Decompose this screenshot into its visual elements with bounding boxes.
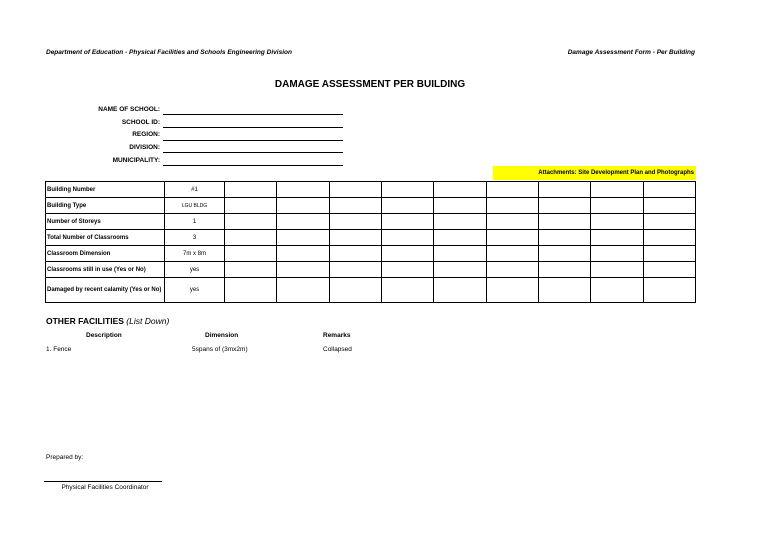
empty-cell[interactable] <box>434 182 486 198</box>
empty-cell[interactable] <box>591 214 643 230</box>
division-label: DIVISION: <box>129 144 160 151</box>
remarks-column-header: Remarks <box>323 332 351 339</box>
row-label: Building Type <box>46 198 165 214</box>
empty-cell[interactable] <box>329 262 381 278</box>
empty-cell[interactable] <box>225 262 277 278</box>
row-value[interactable]: LGU BLDG <box>165 198 225 214</box>
empty-cell[interactable] <box>277 262 329 278</box>
empty-cell[interactable] <box>225 278 277 303</box>
row-value[interactable]: yes <box>165 262 225 278</box>
table-row <box>46 278 696 303</box>
empty-cell[interactable] <box>381 262 433 278</box>
row-label: Building Number <box>46 182 165 198</box>
dimension-column-header: Dimension <box>205 332 239 339</box>
attachments-text: Attachments: Site Development Plan and Photographs <box>538 170 694 176</box>
empty-cell[interactable] <box>591 262 643 278</box>
empty-cell[interactable] <box>486 278 538 303</box>
empty-cell[interactable] <box>225 246 277 262</box>
table-row <box>46 198 696 214</box>
empty-cell[interactable] <box>434 214 486 230</box>
empty-cell[interactable] <box>277 182 329 198</box>
empty-cell[interactable] <box>538 278 590 303</box>
table-row <box>46 182 696 198</box>
empty-cell[interactable] <box>486 262 538 278</box>
empty-cell[interactable] <box>591 230 643 246</box>
header-right-text: Damage Assessment Form - Per Building <box>567 49 695 56</box>
empty-cell[interactable] <box>486 198 538 214</box>
empty-cell[interactable] <box>643 262 695 278</box>
row-label: Classroom Dimension <box>46 246 165 262</box>
empty-cell[interactable] <box>643 230 695 246</box>
row-label: Classrooms still in use (Yes or No) <box>46 262 165 278</box>
empty-cell[interactable] <box>434 198 486 214</box>
empty-cell[interactable] <box>591 278 643 303</box>
empty-cell[interactable] <box>381 182 433 198</box>
empty-cell[interactable] <box>434 262 486 278</box>
table-row <box>46 246 696 262</box>
row-value[interactable]: yes <box>165 278 225 303</box>
division-field[interactable] <box>163 152 343 153</box>
empty-cell[interactable] <box>591 246 643 262</box>
municipality-label: MUNICIPALITY: <box>112 157 160 164</box>
table-row <box>46 262 696 278</box>
school-name-label: NAME OF SCHOOL: <box>98 106 160 113</box>
empty-cell[interactable] <box>643 214 695 230</box>
empty-cell[interactable] <box>329 198 381 214</box>
school-name-field[interactable] <box>163 114 343 115</box>
empty-cell[interactable] <box>381 278 433 303</box>
description-column-header: Description <box>86 332 122 339</box>
empty-cell[interactable] <box>538 198 590 214</box>
page-title: DAMAGE ASSESSMENT PER BUILDING <box>274 79 466 90</box>
empty-cell[interactable] <box>591 182 643 198</box>
empty-cell[interactable] <box>381 246 433 262</box>
empty-cell[interactable] <box>329 246 381 262</box>
empty-cell[interactable] <box>277 198 329 214</box>
region-field[interactable] <box>163 140 343 141</box>
empty-cell[interactable] <box>381 198 433 214</box>
row-label: Total Number of Classrooms <box>46 230 165 246</box>
empty-cell[interactable] <box>329 230 381 246</box>
empty-cell[interactable] <box>643 278 695 303</box>
facility-dimension: 5spans of (3mx2m) <box>192 346 248 353</box>
attachments-note <box>493 166 696 180</box>
signature-line[interactable] <box>44 481 162 482</box>
row-label: Number of Storeys <box>46 214 165 230</box>
empty-cell[interactable] <box>643 182 695 198</box>
empty-cell[interactable] <box>225 230 277 246</box>
empty-cell[interactable] <box>277 230 329 246</box>
facility-remarks: Collapsed <box>323 346 352 353</box>
row-value[interactable]: 3 <box>165 230 225 246</box>
empty-cell[interactable] <box>277 246 329 262</box>
facility-description: 1. Fence <box>46 346 72 353</box>
empty-cell[interactable] <box>329 278 381 303</box>
empty-cell[interactable] <box>329 214 381 230</box>
table-row <box>46 230 696 246</box>
empty-cell[interactable] <box>381 214 433 230</box>
empty-cell[interactable] <box>538 262 590 278</box>
other-facilities-heading: OTHER FACILITIES <box>46 316 124 326</box>
empty-cell[interactable] <box>225 182 277 198</box>
school-id-label: SCHOOL ID: <box>121 119 160 126</box>
row-value[interactable]: #1 <box>165 182 225 198</box>
table-row <box>46 214 696 230</box>
row-value[interactable]: 1 <box>165 214 225 230</box>
empty-cell[interactable] <box>643 246 695 262</box>
row-label: Damaged by recent calamity (Yes or No) <box>46 278 165 303</box>
empty-cell[interactable] <box>329 182 381 198</box>
empty-cell[interactable] <box>225 198 277 214</box>
building-table <box>45 181 696 303</box>
municipality-field[interactable] <box>163 165 343 166</box>
empty-cell[interactable] <box>643 198 695 214</box>
empty-cell[interactable] <box>381 230 433 246</box>
empty-cell[interactable] <box>434 278 486 303</box>
empty-cell[interactable] <box>486 230 538 246</box>
empty-cell[interactable] <box>277 278 329 303</box>
empty-cell[interactable] <box>225 214 277 230</box>
school-id-field[interactable] <box>163 127 343 128</box>
empty-cell[interactable] <box>486 182 538 198</box>
empty-cell[interactable] <box>538 182 590 198</box>
header-left-text: Department of Education - Physical Facilities and Schools Engineering Division <box>46 49 292 56</box>
other-facilities-subtitle: (List Down) <box>126 316 170 326</box>
signatory-title: Physical Facilities Coordinator <box>61 484 149 491</box>
empty-cell[interactable] <box>486 214 538 230</box>
empty-cell[interactable] <box>277 214 329 230</box>
row-value[interactable]: 7m x 8m <box>165 246 225 262</box>
empty-cell[interactable] <box>591 198 643 214</box>
empty-cell[interactable] <box>538 246 590 262</box>
empty-cell[interactable] <box>538 230 590 246</box>
empty-cell[interactable] <box>486 246 538 262</box>
other-facilities-title <box>46 316 169 326</box>
empty-cell[interactable] <box>538 214 590 230</box>
empty-cell[interactable] <box>434 230 486 246</box>
region-label: REGION: <box>132 131 160 138</box>
empty-cell[interactable] <box>434 246 486 262</box>
prepared-by-label: Prepared by: <box>46 454 84 461</box>
